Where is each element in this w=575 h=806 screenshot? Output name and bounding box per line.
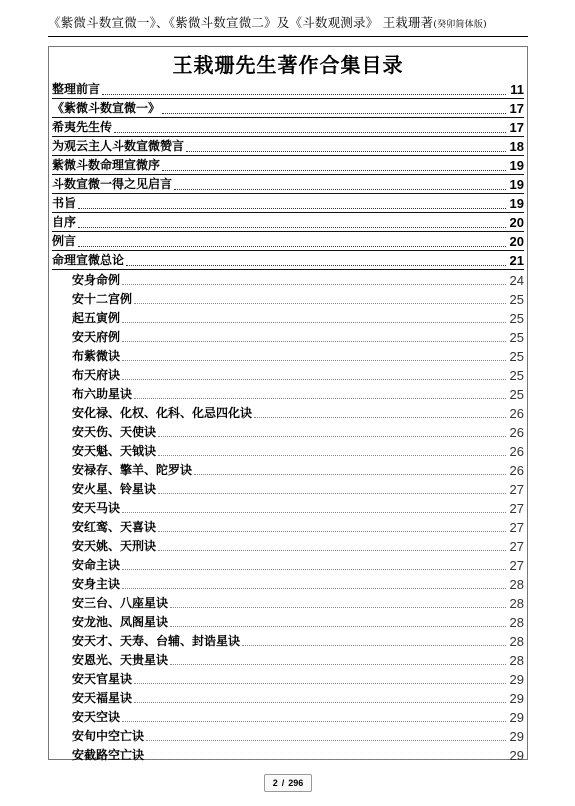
toc-entry-page: 25	[509, 349, 524, 364]
toc-entry[interactable]	[52, 422, 524, 441]
toc-entry[interactable]	[52, 251, 524, 270]
toc-entry[interactable]	[52, 99, 524, 118]
toc-dot-leader	[122, 588, 506, 589]
toc-dot-leader	[102, 94, 506, 95]
toc-entry[interactable]	[52, 726, 524, 745]
toc-entry-label: 安龙池、凤阁星诀	[72, 615, 169, 629]
toc-entry-page: 27	[509, 482, 524, 497]
toc-entry-label: 安十二宫例	[72, 292, 133, 306]
toc-entry-page: 29	[509, 748, 524, 763]
toc-entry-page: 20	[509, 215, 524, 230]
toc-entry-label: 安天福星诀	[72, 691, 133, 705]
toc-entry-page: 28	[509, 634, 524, 649]
toc-entry[interactable]	[52, 156, 524, 175]
toc-dot-leader	[186, 151, 506, 152]
toc-entry-page: 25	[509, 292, 524, 307]
toc-dot-leader	[134, 702, 506, 703]
toc-entry-page: 26	[509, 425, 524, 440]
toc-entry[interactable]	[52, 213, 524, 232]
toc-entry[interactable]	[52, 80, 524, 99]
toc-entry-page: 11	[510, 82, 524, 97]
toc-entry-label: 安恩光、天贵星诀	[72, 653, 169, 667]
toc-entry[interactable]	[52, 327, 524, 346]
toc-entry-label: 书旨	[52, 196, 77, 210]
toc-entry-page: 17	[509, 120, 524, 135]
toc-entry-page: 17	[509, 101, 524, 116]
toc-entry[interactable]	[52, 194, 524, 213]
toc-entry[interactable]	[52, 118, 524, 137]
toc-entry-page: 20	[509, 234, 524, 249]
toc-entry-label: 安身主诀	[72, 577, 121, 591]
toc-entry-page: 29	[509, 691, 524, 706]
toc-entry-page: 19	[509, 177, 524, 192]
toc-entry-label: 紫微斗数命理宣微序	[52, 158, 161, 172]
toc-entry-page: 26	[509, 444, 524, 459]
toc-entry[interactable]	[52, 669, 524, 688]
header-rule	[48, 36, 528, 37]
toc-entry-page: 24	[509, 273, 524, 288]
toc-entry-page: 27	[509, 539, 524, 554]
toc-entry[interactable]	[52, 612, 524, 631]
toc-dot-leader	[254, 417, 506, 418]
toc-entry-label: 安天马诀	[72, 501, 121, 515]
toc-entry[interactable]	[52, 175, 524, 194]
current-page: 2	[272, 778, 278, 788]
toc-entry[interactable]	[52, 441, 524, 460]
toc-dot-leader	[134, 303, 506, 304]
toc-entry[interactable]	[52, 688, 524, 707]
toc-entry-page: 21	[509, 253, 524, 268]
toc-dot-leader	[122, 379, 506, 380]
toc-dot-leader	[170, 607, 506, 608]
toc-entry[interactable]	[52, 517, 524, 536]
toc-dot-leader	[146, 740, 506, 741]
toc-entry-page: 25	[509, 330, 524, 345]
toc-entry-page: 19	[509, 196, 524, 211]
toc-entry-page: 27	[509, 520, 524, 535]
page-indicator	[264, 774, 312, 792]
toc-entry-label: 安天伤、天使诀	[72, 425, 157, 439]
toc-entry-label: 《紫微斗数宣微一》	[52, 101, 161, 115]
toc-entry[interactable]	[52, 631, 524, 650]
toc-entry-page: 28	[509, 653, 524, 668]
toc-entry[interactable]	[52, 479, 524, 498]
toc-entry[interactable]	[52, 536, 524, 555]
toc-dot-leader	[162, 113, 506, 114]
toc-entry-label: 安命主诀	[72, 558, 121, 572]
toc-entry-label: 安红鸾、天喜诀	[72, 520, 157, 534]
toc-entry-page: 26	[509, 463, 524, 478]
toc-dot-leader	[158, 550, 506, 551]
page-title: 王栽珊先生著作合集目录	[172, 53, 404, 77]
toc-entry-page: 27	[509, 558, 524, 573]
toc-entry-page: 26	[509, 406, 524, 421]
toc-dot-leader	[126, 265, 506, 266]
toc-dot-leader	[78, 227, 506, 228]
toc-dot-leader	[170, 664, 506, 665]
header-text: 《紫微斗数宣微一》、《紫微斗数宣微二》及《斗数观测录》 王栽珊著	[48, 15, 434, 30]
toc-entry[interactable]	[52, 346, 524, 365]
toc-entry[interactable]	[52, 555, 524, 574]
toc-entry-page: 18	[509, 139, 524, 154]
toc-dot-leader	[158, 531, 506, 532]
toc-entry-page: 25	[509, 311, 524, 326]
toc-dot-leader	[122, 512, 506, 513]
toc-dot-leader	[158, 493, 506, 494]
toc-dot-leader	[122, 341, 506, 342]
toc-dot-leader	[114, 132, 506, 133]
toc-entry-label: 斗数宣微一得之见启言	[52, 177, 173, 191]
toc-dot-leader	[162, 170, 506, 171]
toc-entry-label: 整理前言	[52, 82, 101, 96]
toc-entry-label: 起五寅例	[72, 311, 121, 325]
toc-entry-label: 安身命例	[72, 273, 121, 287]
toc-entry-label: 安天府例	[72, 330, 121, 344]
toc-entry-label: 例言	[52, 234, 77, 248]
toc-dot-leader	[158, 455, 506, 456]
toc-dot-leader	[122, 322, 506, 323]
toc-entry[interactable]	[52, 384, 524, 403]
toc-dot-leader	[146, 759, 506, 760]
toc-dot-leader	[170, 626, 506, 627]
toc-entry[interactable]	[52, 232, 524, 251]
running-header	[48, 14, 528, 34]
toc-entry-label: 安三台、八座星诀	[72, 596, 169, 610]
toc-entry-label: 布紫微诀	[72, 349, 121, 363]
toc-entry-label: 安禄存、擎羊、陀罗诀	[72, 463, 193, 477]
toc-entry[interactable]	[52, 403, 524, 422]
toc-entry-label: 自序	[52, 215, 77, 229]
toc-dot-leader	[122, 284, 506, 285]
table-of-contents	[52, 80, 524, 764]
toc-dot-leader	[122, 721, 506, 722]
toc-entry-page: 29	[509, 729, 524, 744]
toc-entry-label: 安天姚、天刑诀	[72, 539, 157, 553]
toc-entry[interactable]	[52, 498, 524, 517]
toc-entry[interactable]	[52, 308, 524, 327]
toc-entry-page: 28	[509, 596, 524, 611]
page-separator: /	[281, 778, 285, 788]
toc-entry[interactable]	[52, 593, 524, 612]
toc-entry-label: 安火星、铃星诀	[72, 482, 157, 496]
toc-entry-label: 安化禄、化权、化科、化忌四化诀	[72, 406, 253, 420]
toc-entry-label: 安天才、天寿、台辅、封诰星诀	[72, 634, 241, 648]
toc-entry[interactable]	[52, 460, 524, 479]
toc-entry-label: 安天魁、天钺诀	[72, 444, 157, 458]
toc-entry-page: 25	[509, 387, 524, 402]
toc-entry-label: 安天空诀	[72, 710, 121, 724]
toc-entry-page: 27	[509, 501, 524, 516]
toc-entry-page: 28	[509, 577, 524, 592]
toc-entry-page: 28	[509, 615, 524, 630]
toc-entry[interactable]	[52, 707, 524, 726]
toc-entry-label: 为观云主人斗数宣微赞言	[52, 139, 185, 153]
toc-entry-page: 29	[509, 710, 524, 725]
toc-entry-page: 29	[509, 672, 524, 687]
toc-entry[interactable]	[52, 745, 524, 764]
toc-entry[interactable]	[52, 574, 524, 593]
toc-entry-label: 布六助星诀	[72, 387, 133, 401]
total-pages: 296	[288, 778, 304, 788]
toc-entry[interactable]	[52, 650, 524, 669]
toc-dot-leader	[242, 645, 506, 646]
toc-entry-label: 布天府诀	[72, 368, 121, 382]
toc-dot-leader	[174, 189, 506, 190]
header-edition: (癸卯简体版)	[433, 20, 487, 30]
toc-entry-label: 安截路空亡诀	[72, 748, 145, 762]
toc-dot-leader	[78, 208, 506, 209]
toc-entry-label: 安天官星诀	[72, 672, 133, 686]
toc-entry[interactable]	[52, 137, 524, 156]
toc-entry-label: 希夷先生传	[52, 120, 113, 134]
toc-entry[interactable]	[52, 270, 524, 289]
toc-dot-leader	[122, 569, 506, 570]
toc-entry[interactable]	[52, 289, 524, 308]
toc-entry-page: 19	[509, 158, 524, 173]
toc-entry-page: 25	[509, 368, 524, 383]
toc-dot-leader	[134, 398, 506, 399]
toc-dot-leader	[78, 246, 506, 247]
toc-entry[interactable]	[52, 365, 524, 384]
toc-dot-leader	[194, 474, 506, 475]
toc-dot-leader	[158, 436, 506, 437]
toc-entry-label: 命理宣微总论	[52, 253, 125, 267]
toc-entry-label: 安旬中空亡诀	[72, 729, 145, 743]
toc-dot-leader	[134, 683, 506, 684]
toc-dot-leader	[122, 360, 506, 361]
